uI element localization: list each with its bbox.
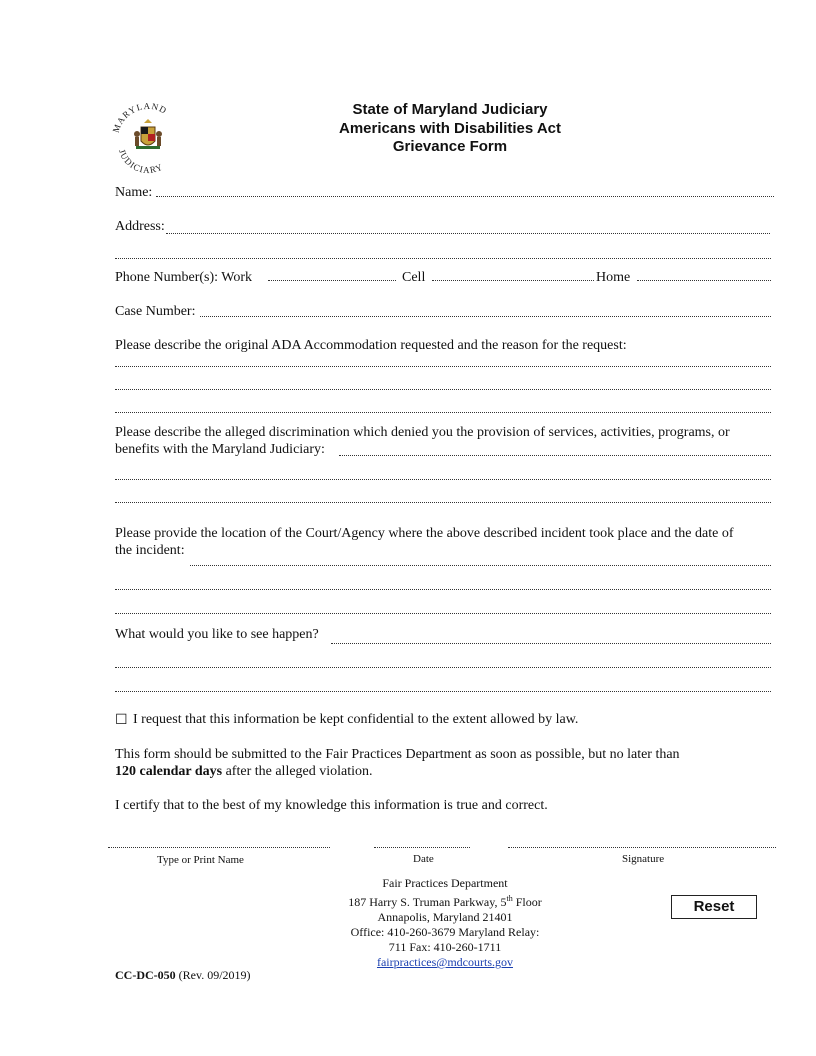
submit-note-line2 [115,764,373,780]
certification-statement: I certify that to the best of my knowledge this information is true and correct. [115,798,548,813]
q1-answer-line1[interactable] [115,366,771,367]
q1-answer-line3[interactable] [115,412,771,413]
coat-of-arms-icon [134,119,162,149]
q3-answer-line2[interactable] [115,589,771,590]
contact-department: Fair Practices Department [382,876,508,890]
q3-answer-line1[interactable] [190,565,771,566]
date-field[interactable] [374,847,470,848]
name-label: Name: [115,185,153,200]
form-title-line3: Grievance Form [392,138,508,155]
form-code-number: CC-DC-050 [115,968,176,982]
confidential-text: I request that this information be kept confidential to the extent allowed by law. [133,712,579,727]
q2-answer-line1[interactable] [339,455,771,456]
print-name-field[interactable] [108,847,330,848]
address-field-line1[interactable] [166,233,770,234]
name-field[interactable] [156,196,774,197]
contact-fax: 711 Fax: 410-260-1711 [388,940,502,954]
phone-cell-label: Cell [402,270,426,285]
question-location-line1: Please provide the location of the Court/Agency where the above described incident took place and the date of [115,526,734,541]
contact-email-link[interactable]: fairpractices@mdcourts.gov [376,955,513,969]
q4-answer-line1[interactable] [331,643,771,644]
phone-home-field[interactable] [637,280,771,281]
contact-office: Office: 410-260-3679 Maryland Relay: [350,925,540,939]
address-field-line2[interactable] [115,258,771,259]
form-title-line1: State of Maryland Judiciary [352,101,548,118]
date-label: Date [413,853,434,865]
question-desired-outcome: What would you like to see happen? [115,627,319,642]
case-number-field[interactable] [200,316,771,317]
q2-answer-line3[interactable] [115,502,771,503]
phone-cell-field[interactable] [432,280,594,281]
phone-work-label: Phone Number(s): Work [115,270,253,285]
phone-work-field[interactable] [268,280,396,281]
q2-answer-line2[interactable] [115,479,771,480]
svg-text:MARYLAND [111,101,169,134]
contact-address-line1 [300,891,590,910]
confidential-checkbox[interactable]: ☐ [115,713,128,728]
print-name-label: Type or Print Name [157,854,244,866]
maryland-judiciary-seal [108,97,188,177]
question-discrimination-line1: Please describe the alleged discrimination which denied you the provision of services, activities, programs, or [115,425,730,440]
submit-deadline: 120 calendar days [115,764,223,779]
address-floor: Floor [515,895,542,909]
phone-home-label: Home [596,270,631,285]
question-location-line2: the incident: [115,543,185,558]
q3-answer-line3[interactable] [115,613,771,614]
question-original-accommodation: Please describe the original ADA Accommodation requested and the reason for the request: [115,338,627,353]
q1-answer-line2[interactable] [115,389,771,390]
submit-deadline-rest: after the alleged violation. [225,764,373,779]
contact-block [300,876,590,970]
question-discrimination-line2: benefits with the Maryland Judiciary: [115,442,325,457]
case-number-label: Case Number: [115,304,196,319]
signature-field[interactable] [508,847,776,848]
form-code [115,968,251,983]
q4-answer-line3[interactable] [115,691,771,692]
svg-text:JUDICIARY [117,148,165,175]
address-label: Address: [115,219,165,234]
q4-answer-line2[interactable] [115,667,771,668]
contact-address-line2: Annapolis, Maryland 21401 [377,910,513,924]
signature-label: Signature [622,853,665,865]
address-street: 187 Harry S. Truman Parkway, 5 [348,895,507,909]
seal-top-text: MARYLAND [110,100,169,134]
address-floor-suffix: th [506,894,513,903]
reset-button[interactable]: Reset [671,895,757,919]
form-title-line2: Americans with Disabilities Act [338,120,561,137]
form-revision: (Rev. 09/2019) [178,968,251,982]
seal-bottom-text: JUDICIARY [116,147,165,176]
submit-note-line1: This form should be submitted to the Fair Practices Department as soon as possible, but no later than [115,747,680,762]
